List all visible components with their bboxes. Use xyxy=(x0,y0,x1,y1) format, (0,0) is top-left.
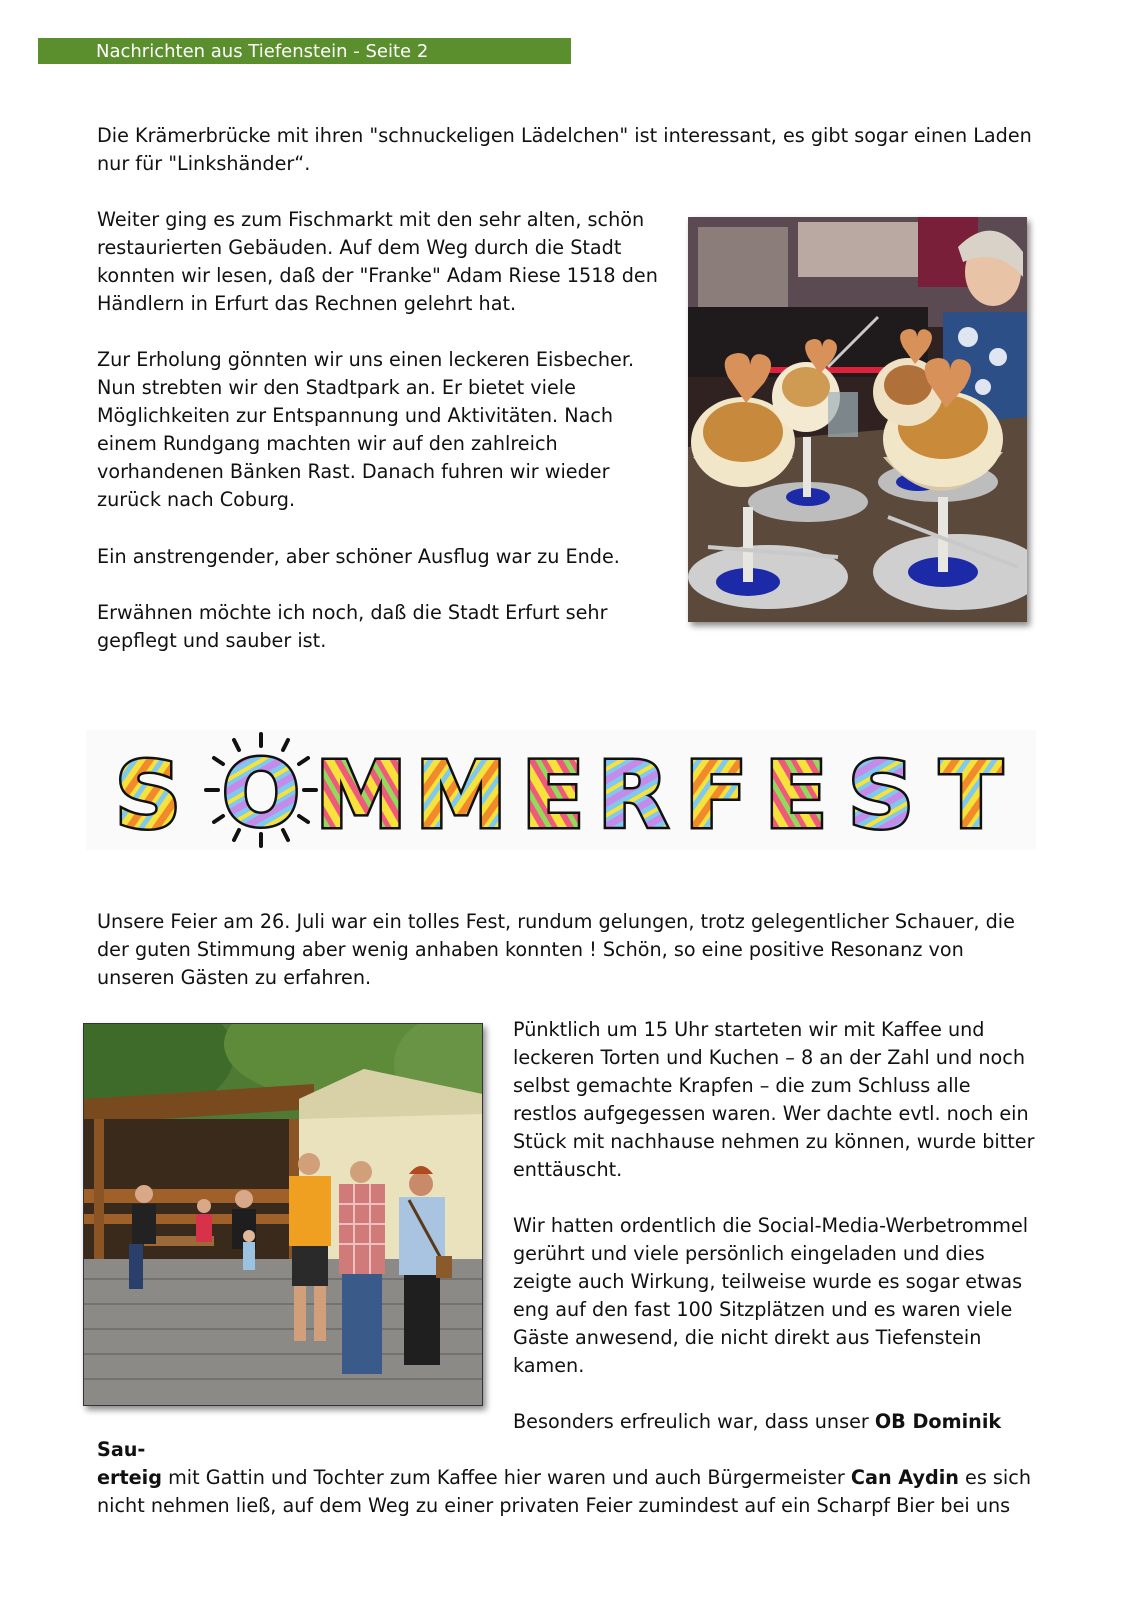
banner-letter: E xyxy=(764,742,828,849)
ob-name-part1: OB Dominik Sau- xyxy=(97,1410,1002,1461)
banner-letter: T xyxy=(939,742,1003,849)
festival-photo xyxy=(83,1023,483,1406)
banner-letter: E xyxy=(521,742,585,849)
paragraph-ausflug-ende: Ein anstrengender, aber schöner Ausflug war zu Ende. xyxy=(97,545,620,568)
ob-name-part2: erteig xyxy=(97,1466,162,1489)
banner-letter: M xyxy=(415,742,507,849)
ob-text-end: es sich nicht nehmen ließ, auf dem Weg zu einer privaten Feier zumindest auf ein Scharpf Bier bei uns xyxy=(97,1466,1031,1517)
ice-cream-illustration xyxy=(688,217,1027,622)
banner-letter: O xyxy=(221,740,301,847)
banner-letter: S xyxy=(847,742,915,849)
header-title: Nachrichten aus Tiefenstein - Seite 2 xyxy=(96,41,429,62)
paragraph-fischmarkt: Weiter ging es zum Fischmarkt mit den sehr alten, schön restaurierten Gebäuden. Auf dem Weg durch die Stadt konnten wir lesen, daß der "Franke" Adam Riese 1518 den Händlern in Erfurt das Rechnen gelehrt hat. xyxy=(97,208,658,315)
festival-illustration xyxy=(84,1024,482,1405)
ice-cream-photo xyxy=(688,217,1027,622)
banner-letter: F xyxy=(684,742,748,849)
banner-letter: S xyxy=(114,742,182,849)
sommerfest-logo xyxy=(86,730,1036,850)
paragraph-erholung: Zur Erholung gönnten wir uns einen leckeren Eisbecher. Nun strebten wir den Stadtpark an. Er bietet viele Möglichkeiten zur Entspannung und Aktivitäten. Nach einem Rundgang machten wir auf den zahlreich vorhandenen Bänken Rast. Danach fuhren wir wieder zurück nach Coburg. xyxy=(97,348,635,511)
paragraph-social-media: Wir hatten ordentlich die Social-Media-Werbetrommel gerührt und viele persönlich eingeladen und dies zeigte auch Wirkung, teilweise wurde es sogar etwas eng auf den fast 100 Sitzplätzen und es waren viele Gäste anwesend, die nicht direkt aus Tiefenstein kamen. xyxy=(513,1214,1029,1377)
paragraph-kaffee-kuchen: Pünktlich um 15 Uhr starteten wir mit Kaffee und leckeren Torten und Kuchen – 8 an der Zahl und noch selbst gemachte Krapfen – die zum Schluss alle restlos aufgegessen waren. Wer dachte evtl. noch ein Stück mit nachhause nehmen zu können, wurde bitter enttäuscht. xyxy=(513,1018,1035,1181)
ob-text-mid: mit Gattin und Tochter zum Kaffee hier waren und auch Bürgermeister xyxy=(161,1466,851,1489)
paragraph-kraemerbruecke: Die Krämerbrücke mit ihren "schnuckeligen Lädelchen" ist interessant, es gibt sogar einen Laden nur für "Linkshänder“. xyxy=(97,124,1032,175)
page-header xyxy=(38,38,571,64)
ob-text-start: Besonders erfreulich war, dass unser xyxy=(513,1410,875,1433)
banner-letter: M xyxy=(315,742,407,849)
buergermeister-name: Can Aydin xyxy=(850,1466,959,1489)
paragraph-erfurt-sauber: Erwähnen möchte ich noch, daß die Stadt Erfurt sehr gepflegt und sauber ist. xyxy=(97,601,608,652)
paragraph-ob-besuch xyxy=(97,1408,1042,1520)
sommerfest-banner xyxy=(86,730,1036,850)
paragraph-fest-intro: Unsere Feier am 26. Juli war ein tolles Fest, rundum gelungen, trotz gelegentlicher Schauer, die der guten Stimmung aber wenig anhaben konnten ! Schön, so eine positive Resonanz von unseren Gästen zu erfahren. xyxy=(97,910,1015,989)
banner-letter: R xyxy=(597,742,669,849)
